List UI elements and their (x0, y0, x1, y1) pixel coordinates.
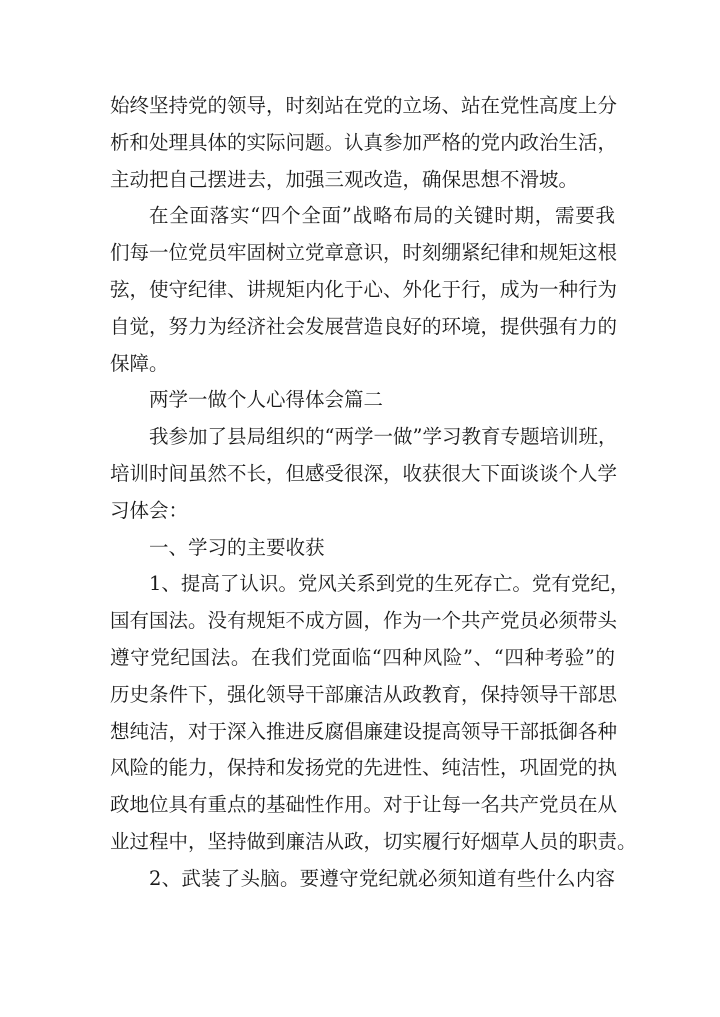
text-line: 析和处理具体的实际问题。认真参加严格的党内政治生活， (110, 130, 618, 154)
text-line: 一、学习的主要收获 (149, 535, 325, 559)
text-line: 风险的能力，保持和发扬党的先进性、纯洁性，巩固党的执 (110, 756, 618, 780)
text-line: 自觉，努力为经济社会发展营造良好的环境，提供强有力的 (110, 314, 618, 338)
text-line: 1、提高了认识。党风关系到党的生死存亡。党有党纪， (149, 572, 630, 596)
text-line: 们每一位党员牢固树立党章意识，时刻绷紧纪律和规矩这根 (110, 241, 618, 265)
text-line: 遵守党纪国法。在我们党面临“四种风险”、“四种考验”的 (110, 645, 615, 669)
text-line: 2、武装了头脑。要遵守党纪就必须知道有些什么内容 (149, 866, 615, 890)
text-line: 始终坚持党的领导，时刻站在党的立场、站在党性高度上分 (110, 94, 618, 117)
text-line: 我参加了县局组织的“两学一做”学习教育专题培训班， (149, 425, 618, 449)
text-line: 政地位具有重点的基础性作用。对于让每一名共产党员在从 (110, 793, 618, 817)
text-line: 国有国法。没有规矩不成方圆，作为一个共产党员必须带头 (110, 609, 618, 633)
text-line: 想纯洁，对于深入推进反腐倡廉建设提高领导干部抵御各种 (110, 719, 618, 743)
text-line: 弦，使守纪律、讲规矩内化于心、外化于行，成为一种行为 (110, 277, 618, 301)
text-line: 业过程中，坚持做到廉洁从政，切实履行好烟草人员的职责。 (110, 829, 637, 853)
text-line: 培训时间虽然不长，但感受很深，收获很大下面谈谈个人学 (110, 461, 618, 485)
text-line: 两学一做个人心得体会篇二 (149, 388, 384, 412)
text-line: 在全面落实“四个全面”战略布局的关键时期，需要我 (149, 204, 615, 228)
document-body (110, 88, 637, 898)
text-line: 保障。 (110, 351, 169, 375)
text-line: 习体会： (110, 498, 189, 522)
text-line: 历史条件下，强化领导干部廉洁从政教育，保持领导干部思 (110, 682, 618, 706)
text-line: 主动把自己摆进去，加强三观改造，确保思想不滑坡。 (110, 167, 579, 191)
